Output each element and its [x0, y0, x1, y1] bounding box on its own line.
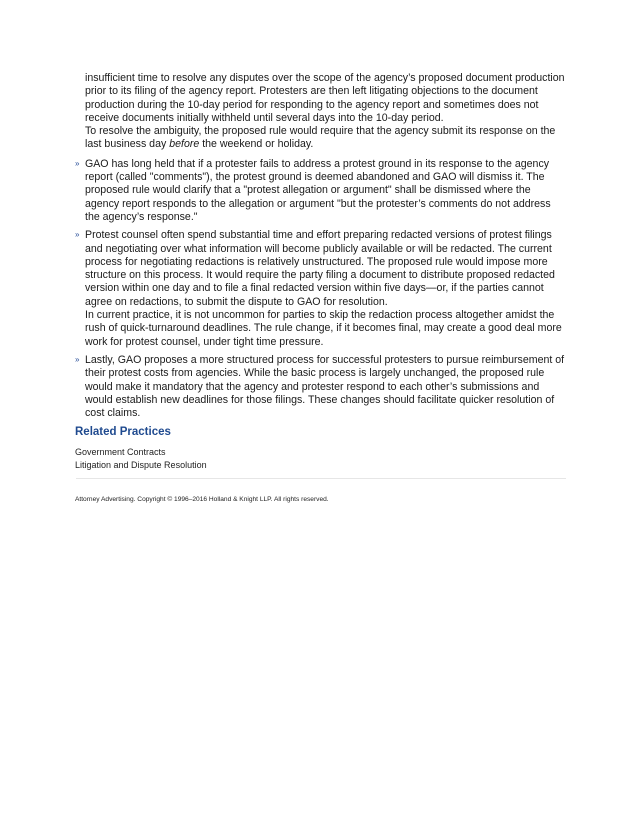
intro-paragraph: insufficient time to resolve any disputes over the scope of the agency’s proposed document production prior to its filing of the agency report. Protesters are then left litigating objections to the document production during the 10-day period for responding to the agency report and sometimes does not receive documents initially withheld until several days into the 10-day period. [85, 72, 565, 124]
list-item-comments-rule [75, 158, 567, 224]
bullet-chevron-icon: » [75, 158, 80, 168]
bullet-chevron-icon: » [75, 230, 80, 240]
bullet-paragraph: GAO has long held that if a protester fails to address a protest ground in its response to the agency report (called "comments"), the protest ground is deemed abandoned and GAO will dismiss it. The proposed rule would clarify that a "protest allegation or argument" shall be dismissed where the agency report responds to the allegation or argument "but the protester’s comments do not address the agency’s response." [85, 157, 551, 223]
related-practice-link[interactable]: Litigation and Dispute Resolution [75, 459, 207, 470]
intro-resolution-paragraph [85, 125, 567, 152]
article-body [75, 72, 567, 503]
bullet-chevron-icon: » [75, 354, 80, 364]
list-item-cost-claims [75, 354, 567, 420]
related-practices-heading: Related Practices [75, 426, 171, 439]
footer-copyright: Attorney Advertising. Copyright © 1996–2016 Holland & Knight LLP. All rights reserved. [75, 496, 329, 504]
bullet-paragraph: In current practice, it is not uncommon for parties to skip the redaction process altogether amidst the rush of quick-turnaround deadlines. The rule change, if it becomes final, may create a good deal more work for protest counsel, under tight time pressure. [85, 309, 562, 348]
related-practices-list [75, 446, 567, 471]
intro-continuation [85, 72, 567, 152]
intro-text-after: the weekend or holiday. [199, 138, 314, 151]
related-practices [75, 426, 567, 471]
intro-text-before: To resolve the ambiguity, the proposed rule would require that the agency submit its response on the last business day [85, 125, 556, 151]
related-practice-link[interactable]: Government Contracts [75, 447, 166, 458]
bullet-paragraph: Lastly, GAO proposes a more structured process for successful protesters to pursue reimbursement of their protest costs from agencies. While the basic process is largely unchanged, the proposed rule would make it mandatory that the agency and protester respond to each other’s submissions and would establish new deadlines for those filings. These changes should facilitate quicker resolution of cost claims. [85, 353, 565, 420]
emphasis-before: before [169, 138, 200, 151]
list-item-redactions [75, 229, 567, 349]
divider [76, 478, 566, 479]
bullet-paragraph: Protest counsel often spend substantial time and effort preparing redacted versions of protest filings and negotiating over what information will become publicly available or will be redacted. The current process for negotiating redactions is relatively unstructured. The proposed rule would impose more structure on this process. It would require the party filing a document to distribute proposed redacted version within one day and to file a final redacted version within five days—or, if the parties cannot agree on redactions, to submit the dispute to GAO for resolution. [85, 229, 555, 308]
bullet-list [75, 158, 567, 421]
